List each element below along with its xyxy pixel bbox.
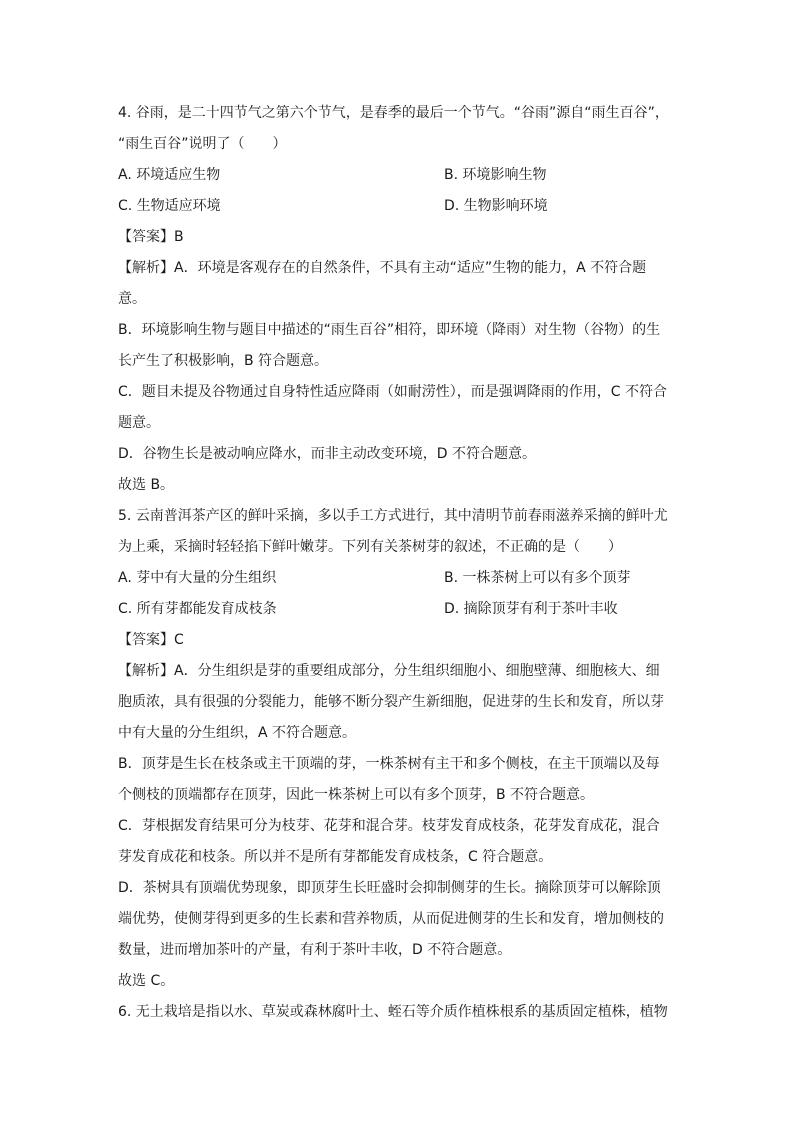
options-row [118,563,678,594]
question-stem: 4. 谷雨，是二十四节气之第六个节气，是春季的最后一个节气。“谷雨”源自“雨生百谷”， [118,105,669,121]
analysis-line: 【解析】A．环境是客观存在的自然条件，不具有主动“适应”生物的能力，A 不符合题 [118,260,647,276]
analysis-line: 【解析】A．分生组织是芽的重要组成部分，分生组织细胞小、细胞壁薄、细胞核大、细 [118,663,660,679]
option-c: C. 生物适应环境 [118,198,221,214]
analysis-line: C．题目未提及谷物通过自身特性适应降雨（如耐涝性），而是强调降雨的作用，C 不符合 [118,384,667,400]
analysis-line: 个侧枝的顶端都存在顶芽，因此一株茶树上可以有多个顶芽，B 不符合题意。 [118,787,595,803]
option-b: B. 环境影响生物 [444,167,547,183]
analysis-line: B．顶芽是生长在枝条或主干顶端的芽，一株茶树有主干和多个侧枝，在主干顶端以及每 [118,756,660,772]
question-stem: 为上乘，采摘时轻轻掐下鲜叶嫩芽。下列有关茶树芽的叙述，不正确的是（ ） [118,539,622,555]
answer-line: 【答案】B [118,229,184,245]
analysis-line: 胞质浓，具有很强的分裂能力，能够不断分裂产生新细胞，促进芽的生长和发育，所以芽 [118,694,664,710]
analysis-line: C．芽根据发育结果可分为枝芽、花芽和混合芽。枝芽发育成枝条，花芽发育成花，混合 [118,818,660,834]
answer-line: 【答案】C [118,632,184,648]
option-a: A. 芽中有大量的分生组织 [118,570,277,586]
question-stem: 5. 云南普洱茶产区的鲜叶采摘，多以手工方式进行，其中清明节前春雨滋养采摘的鲜叶尤 [118,508,668,524]
option-a: A. 环境适应生物 [118,167,221,183]
analysis-line: 意。 [118,291,146,307]
analysis-line: 题意。 [118,415,160,431]
document-page [118,98,678,1028]
question-4 [118,98,678,501]
analysis-line: 端优势，使侧芽得到更多的生长素和营养物质，从而促进侧芽的生长和发育，增加侧枝的 [118,911,664,927]
question-6 [118,997,678,1028]
option-d: D. 生物影响环境 [444,198,548,214]
question-5 [118,501,678,997]
question-stem: 6. 无土栽培是指以水、草炭或森林腐叶土、蛭石等介质作植株根系的基质固定植株，植物 [118,1004,668,1020]
option-c: C. 所有芽都能发育成枝条 [118,601,277,617]
analysis-line: B．环境影响生物与题目中描述的“雨生百谷”相符，即环境（降雨）对生物（谷物）的生 [118,322,661,338]
question-stem: “雨生百谷”说明了（ ） [118,136,287,152]
analysis-line: D．谷物生长是被动响应降水，而非主动改变环境，D 不符合题意。 [118,446,537,462]
options-row [118,594,678,625]
analysis-line: 数量，进而增加茶叶的产量，有利于茶叶丰收，D 不符合题意。 [118,942,512,958]
analysis-line: 中有大量的分生组织，A 不符合题意。 [118,725,357,741]
option-d: D. 摘除顶芽有利于茶叶丰收 [444,601,618,617]
conclusion-line: 故选 C。 [118,973,175,989]
option-b: B. 一株茶树上可以有多个顶芽 [444,570,631,586]
options-row [118,191,678,222]
analysis-line: D．茶树具有顶端优势现象，即顶芽生长旺盛时会抑制侧芽的生长。摘除顶芽可以解除顶 [118,880,661,896]
analysis-line: 长产生了积极影响，B 符合题意。 [118,353,329,369]
conclusion-line: 故选 B。 [118,477,175,493]
options-row [118,160,678,191]
analysis-line: 芽发育成花和枝条。所以并不是所有芽都能发育成枝条，C 符合题意。 [118,849,553,865]
